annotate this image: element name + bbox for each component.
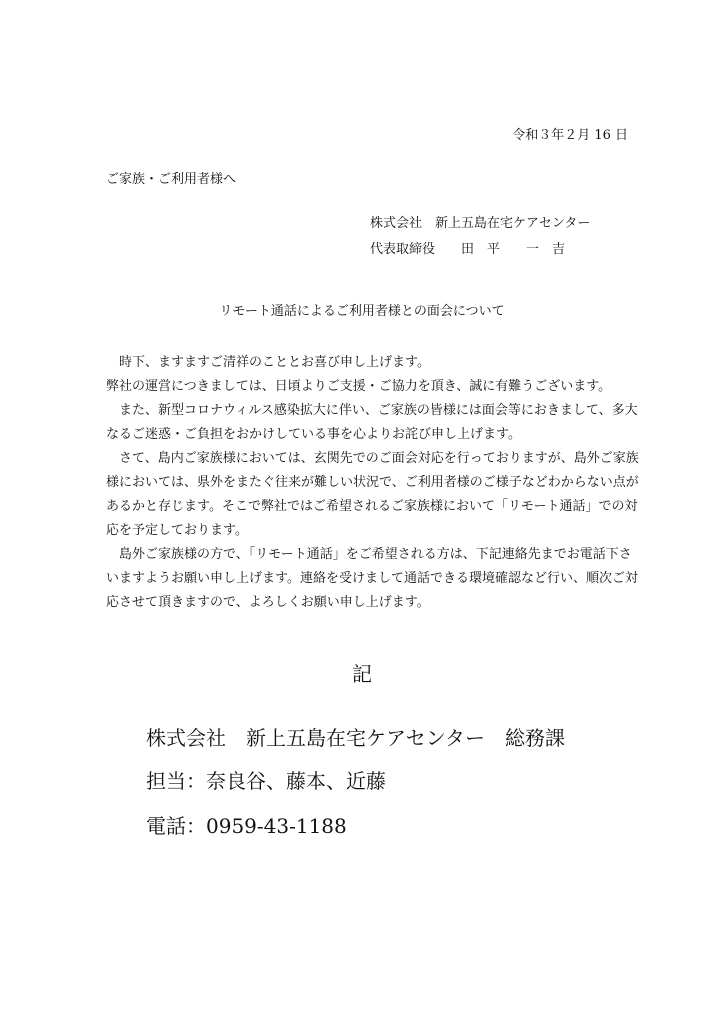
contact-phone: 電話：0959-43-1188 [146, 814, 347, 838]
letter-date: 令和３年２月 16 日 [512, 128, 628, 143]
body-line: また、新型コロナウィルス感染拡大に伴い、ご家族の皆様には面会等におきまして、多大 [106, 403, 638, 418]
letter-body [106, 351, 639, 615]
body-line: さて、島内ご家族様においては、玄関先でのご面会対応を行っておりますが、島外ご家族 [106, 451, 639, 466]
body-line: 島外ご家族様の方で、「リモート通話」をご希望される方は、下記連絡先までお電話下さ [106, 547, 632, 562]
body-line: 弊社の運営につきましては、日頃よりご支援・ご協力を頂き、誠に有難うございます。 [106, 379, 612, 394]
addressee: ご家族・ご利用者様へ [106, 172, 237, 187]
contact-person: 担当：奈良谷、藤本、近藤 [146, 769, 386, 793]
body-line: あるかと存じます。そこで弊社ではご希望されるご家族様において「リモート通話」での対 [106, 499, 638, 514]
sender-representative: 代表取締役 田 平 一 吉 [370, 242, 566, 257]
body-line: なるご迷惑・ご負担をおかけしている事を心よりお詫び申し上げます。 [106, 427, 521, 442]
sender-company: 株式会社 新上五島在宅ケアセンター [370, 216, 591, 231]
body-line: 様においては、県外をまたぐ往来が難しい状況で、ご利用者様のご様子などわからない点が [106, 475, 639, 490]
body-line: いますようお願い申し上げます。連絡を受けまして通話できる環境確認など行い、順次ご対 [106, 571, 638, 586]
contact-company: 株式会社 新上五島在宅ケアセンター 総務課 [146, 726, 565, 750]
body-line: 応を予定しております。 [106, 523, 248, 538]
body-line: 応させて頂きますので、よろしくお願い申し上げます。 [106, 595, 430, 610]
letter-subject: リモート通話によるご利用者様との面会について [219, 304, 505, 319]
ki-heading: 記 [352, 662, 372, 686]
body-line: 時下、ますますご清祥のこととお喜び申し上げます。 [106, 355, 430, 370]
